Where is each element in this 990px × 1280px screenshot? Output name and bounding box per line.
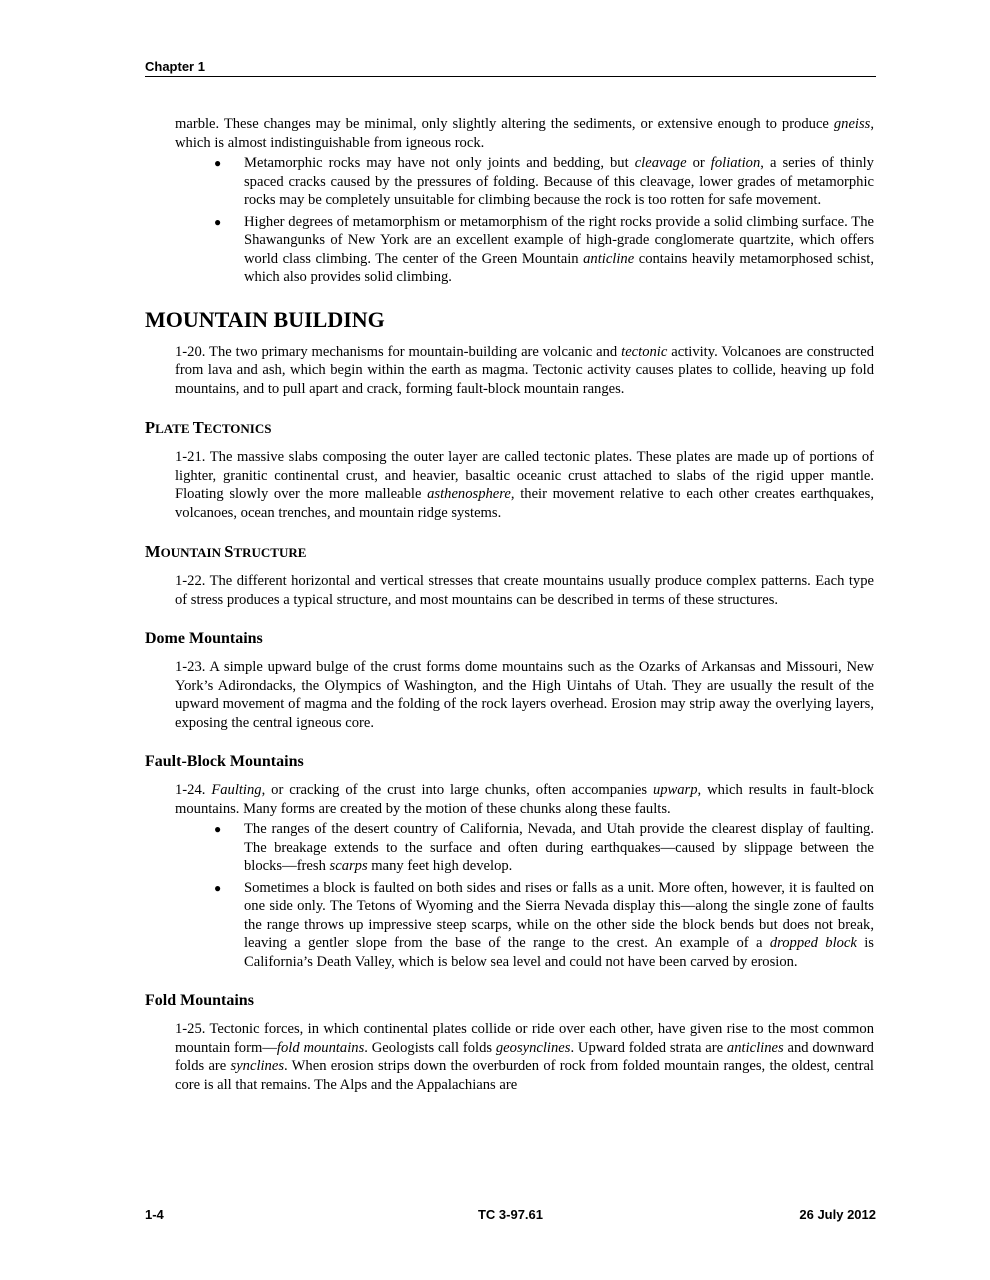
text-run: , a series of thinly spaced cracks caused by the pressures of folding. Because of this cleavage, lower grades of metamorphic rocks may be completely unsuitable for climbing because the rock is too rotten for safe movement. xyxy=(244,155,874,208)
text-run: The ranges of the desert country of California, Nevada, and Utah provide the clearest display of faulting. The breakage extends to the surface and often during earthquakes―caused by slippage between the blocks―fresh xyxy=(244,821,874,874)
text-run: many feet high develop. xyxy=(367,858,513,874)
heading-smallcaps: ECTONICS xyxy=(203,421,272,436)
heading-smallcaps: LATE xyxy=(155,421,193,436)
page-number: 1-4 xyxy=(145,1207,164,1222)
term-dropped-block: dropped block xyxy=(769,935,857,951)
term-gneiss: gneiss xyxy=(833,116,871,132)
term-foliation: foliation xyxy=(710,155,761,171)
text-run: , their movement relative to each other creates earthquakes, volcanoes, ocean trenches, and mountain ridge systems. xyxy=(175,486,874,521)
term-anticlines: anticlines xyxy=(726,1039,784,1056)
term-asthenosphere: asthenosphere xyxy=(427,486,511,502)
bullet-item xyxy=(214,879,874,972)
header-rule xyxy=(145,76,876,77)
text-run: 1-21. The massive slabs composing the outer layer are called tectonic plates. These plates are made up of portions of lighter, granitic continental crust, and heavier, basaltic oceanic crust attached to slabs of the rigid upper mantle. Floating slowly over the more malleable xyxy=(175,449,874,502)
text-run: marble. These changes may be minimal, only slightly altering the sediments, or extensive enough to produce xyxy=(175,116,834,132)
section-heading-mountain-building: MOUNTAIN BUILDING xyxy=(145,306,385,332)
bullet-item xyxy=(214,154,874,210)
intro-bullet-list xyxy=(145,154,874,287)
text-run: or xyxy=(686,155,711,171)
text-run: . When erosion strips down the overburden of rock from folded mountain ranges, the oldest, central core is all that remains. The Alps and the Appalachians are xyxy=(175,1058,874,1093)
heading-cap: P xyxy=(145,418,156,437)
term-scarps: scarps xyxy=(329,858,368,874)
term-cleavage: cleavage xyxy=(634,155,687,171)
text-run: is California’s Death Valley, which is below sea level and could not have been carved by erosion. xyxy=(244,935,874,970)
text-run: , which results in fault-block mountains. Many forms are created by the motion of these chunks along these faults. xyxy=(175,782,874,817)
bullet-item xyxy=(214,820,874,876)
term-tectonic: tectonic xyxy=(621,343,668,360)
text-run: activity. Volcanoes are constructed from lava and ash, which begin within the earth as magma. Tectonic activity causes plates to collide, heaving up fold mountains, and to pull apart and crack, forming fault-block mountain ranges. xyxy=(175,343,874,397)
text-run: contains heavily metamorphosed schist, which also provides solid climbing. xyxy=(244,250,874,285)
text-run: , or cracking of the crust into large chunks, often accompanies xyxy=(261,782,653,798)
chapter-label: Chapter 1 xyxy=(145,59,205,74)
paragraph-1-23: 1-23. A simple upward bulge of the crust forms dome mountains such as the Ozarks of Arkansas and Missouri, New York’s Adirondacks, the Olympics of Washington, and the High Uintahs of Utah. They are usually the result of the upward movement of magma and the folding of the rock layers overhead. Erosion may strip away the overlying layers, exposing the central igneous core. xyxy=(175,659,874,731)
heading-cap: S xyxy=(224,542,234,561)
text-run: 1-24. xyxy=(175,782,212,798)
term-geosynclines: geosynclines xyxy=(495,1039,571,1056)
term-upwarp: upwarp xyxy=(652,782,698,798)
text-run: , which is almost indistinguishable from igneous rock. xyxy=(175,116,874,151)
heading-smallcaps: TRUCTURE xyxy=(233,545,307,560)
heading-fold-mountains: Fold Mountains xyxy=(145,992,254,1009)
heading-smallcaps: OUNTAIN xyxy=(160,545,225,560)
term-synclines: synclines xyxy=(230,1058,285,1074)
heading-cap: T xyxy=(192,418,204,437)
heading-dome-mountains: Dome Mountains xyxy=(145,630,263,647)
bullet-icon: ● xyxy=(214,822,222,836)
text-run: 1-20. The two primary mechanisms for mountain-building are volcanic and xyxy=(175,343,622,360)
text-run: Metamorphic rocks may have not only joints and bedding, but xyxy=(244,155,635,171)
text-run: 1-25. Tectonic forces, in which continental plates collide or ride over each other, have given rise to the most common mountain form― xyxy=(175,1021,874,1056)
paragraph-1-25 xyxy=(145,1020,874,1094)
term-faulting: Faulting xyxy=(211,782,262,798)
bullet-icon: ● xyxy=(214,156,222,170)
paragraph-1-21 xyxy=(145,448,874,522)
paragraph-1-22: 1-22. The different horizontal and vertical stresses that create mountains usually produce complex patterns. Each type of stress produces a typical structure, and most mountains can be described in terms of these structures. xyxy=(175,573,874,608)
fault-block-bullet-list xyxy=(145,820,874,971)
bullet-item xyxy=(214,213,874,287)
term-anticline: anticline xyxy=(583,250,635,267)
paragraph-1-20 xyxy=(145,343,874,399)
heading-cap: M xyxy=(145,542,161,561)
publication-date: 26 July 2012 xyxy=(799,1207,876,1222)
bullet-icon: ● xyxy=(214,214,222,229)
heading-fault-block-mountains: Fault-Block Mountains xyxy=(145,753,304,770)
text-run: Sometimes a block is faulted on both sides and rises or falls as a unit. More often, however, it is faulted on one side only. The Tetons of Wyoming and the Sierra Nevada display this―along the single zone of faults the range throws up impressive steep scarps, while on the other side the block bends but does not break, leaving a gentler slope from the base of the range to the crest. An example of a xyxy=(244,879,874,951)
text-run: . Upward folded strata are xyxy=(570,1039,727,1056)
intro-paragraph xyxy=(145,115,874,152)
subsection-heading-plate-tectonics xyxy=(145,418,874,439)
text-run: and downward folds are xyxy=(175,1039,874,1074)
term-fold-mountains: fold mountains xyxy=(276,1039,365,1056)
bullet-icon: ● xyxy=(214,880,222,895)
paragraph-1-24 xyxy=(145,781,874,818)
page-body xyxy=(145,115,874,1094)
document-id: TC 3-97.61 xyxy=(477,1207,544,1222)
text-run: . Geologists call folds xyxy=(364,1039,496,1056)
running-header xyxy=(145,59,876,74)
text-run: Higher degrees of metamorphism or metamorphism of the right rocks provide a solid climbing surface. The Shawangunks of New York are an excellent example of high-grade conglomerate quartzite, which offers world class climbing. The center of the Green Mountain xyxy=(244,213,874,267)
subsection-heading-mountain-structure xyxy=(145,542,874,563)
